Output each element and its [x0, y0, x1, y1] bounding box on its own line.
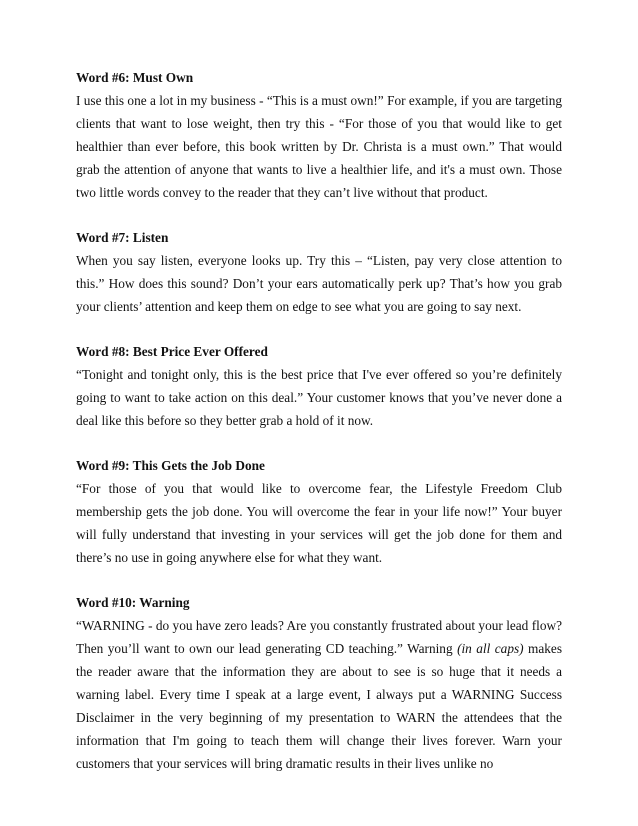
section-body-text: makes the reader aware that the information they are about to see is so huge that it needs a warning label. Every time I speak at a large event, I always put a WARNING Success Disclaimer in the very beginning of my presentation to WARN the attendees that the information that I'm going to teach them will change their lives forever. Warn your customers that your services will bring dramatic results in their lives unlike no: [76, 641, 562, 771]
section-word-9: [76, 454, 562, 569]
section-heading: Word #10: Warning: [76, 595, 190, 610]
section-body: “For those of you that would like to overcome fear, the Lifestyle Freedom Club membership gets the job done. You will overcome the fear in your life now!” Your buyer will fully understand that investing in your services will get the job done for them and there’s no use in going anywhere else for what they want.: [76, 481, 562, 565]
section-body: [76, 614, 562, 775]
section-word-7: [76, 226, 562, 318]
section-body: I use this one a lot in my business - “This is a must own!” For example, if you are targeting clients that want to lose weight, then try this - “For those of you that would like to get healthier than ever before, this book written by Dr. Christa is a must own.” That would grab the attention of anyone that wants to live a healthier life, and it's a must own. Those two little words convey to the reader that they can’t live without that product.: [76, 93, 562, 200]
section-body: “Tonight and tonight only, this is the best price that I've ever offered so you’re definitely going to want to take action on this deal.” Your customer knows that you’ve never done a deal like this before so they better grab a hold of it now.: [76, 367, 562, 428]
section-body: When you say listen, everyone looks up. Try this – “Listen, pay very close attention to this.” How does this sound? Don’t your ears automatically perk up? That’s how you grab your clients’ attention and keep them on edge to see what you are going to say next.: [76, 253, 562, 314]
section-word-10: [76, 591, 562, 775]
section-word-8: [76, 340, 562, 432]
section-heading: Word #6: Must Own: [76, 70, 194, 85]
section-body-text: “WARNING - do you have zero leads? Are you constantly frustrated about your lead flow? Then you’ll want to own our lead generating CD teaching.” Warning: [76, 618, 562, 656]
section-heading: Word #8: Best Price Ever Offered: [76, 344, 268, 359]
section-heading: Word #9: This Gets the Job Done: [76, 458, 265, 473]
section-body-italic-note: (in all caps): [457, 641, 524, 656]
section-word-6: [76, 66, 562, 204]
section-heading: Word #7: Listen: [76, 230, 169, 245]
